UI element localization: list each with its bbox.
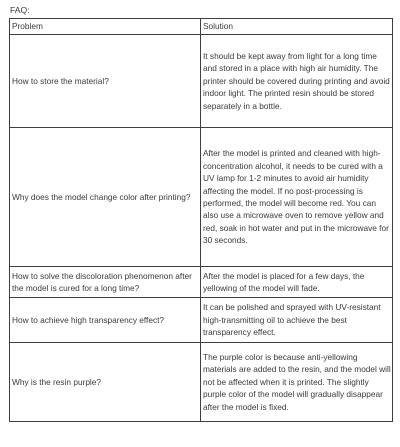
table-row: [10, 128, 393, 267]
problem-cell: Why does the model change color after printing?: [10, 128, 201, 267]
table-row: [10, 35, 393, 128]
table-row: [10, 343, 393, 422]
table-row: [10, 298, 393, 343]
problem-cell: How to achieve high transparency effect?: [10, 298, 201, 343]
problem-cell: Why is the resin purple?: [10, 343, 201, 422]
solution-cell: After the model is printed and cleaned with high-concentration alcohol, it needs to be cured with a UV lamp for 1-2 minutes to avoid air humidity affecting the model. If no post-processing is performed, the model will become red. You can also use a microwave oven to remove yellow and red, soak in hot water and put in the microwave for 30 seconds.: [201, 128, 393, 267]
solution-cell: The purple color is because anti-yellowing materials are added to the resin, and the model will not be affected when it is printed. The slightly purple color of the model will gradually disappear after the model is fixed.: [201, 343, 393, 422]
header-solution: Solution: [201, 19, 393, 35]
faq-table: [9, 18, 393, 422]
problem-cell: How to solve the discoloration phenomenon after the model is cured for a long time?: [10, 267, 201, 298]
solution-cell: It should be kept away from light for a long time and stored in a place with high air humidity. The printer should be covered during printing and avoid indoor light. The printed resin should be stored separately in a bottle.: [201, 35, 393, 128]
faq-heading: FAQ:: [10, 5, 30, 15]
table-row: [10, 267, 393, 298]
solution-cell: After the model is placed for a few days, the yellowing of the model will fade.: [201, 267, 393, 298]
table-header-row: [10, 19, 393, 35]
solution-cell: It can be polished and sprayed with UV-resistant high-transmitting oil to achieve the best transparency effect.: [201, 298, 393, 343]
header-problem: Problem: [10, 19, 201, 35]
problem-cell: How to store the material?: [10, 35, 201, 128]
